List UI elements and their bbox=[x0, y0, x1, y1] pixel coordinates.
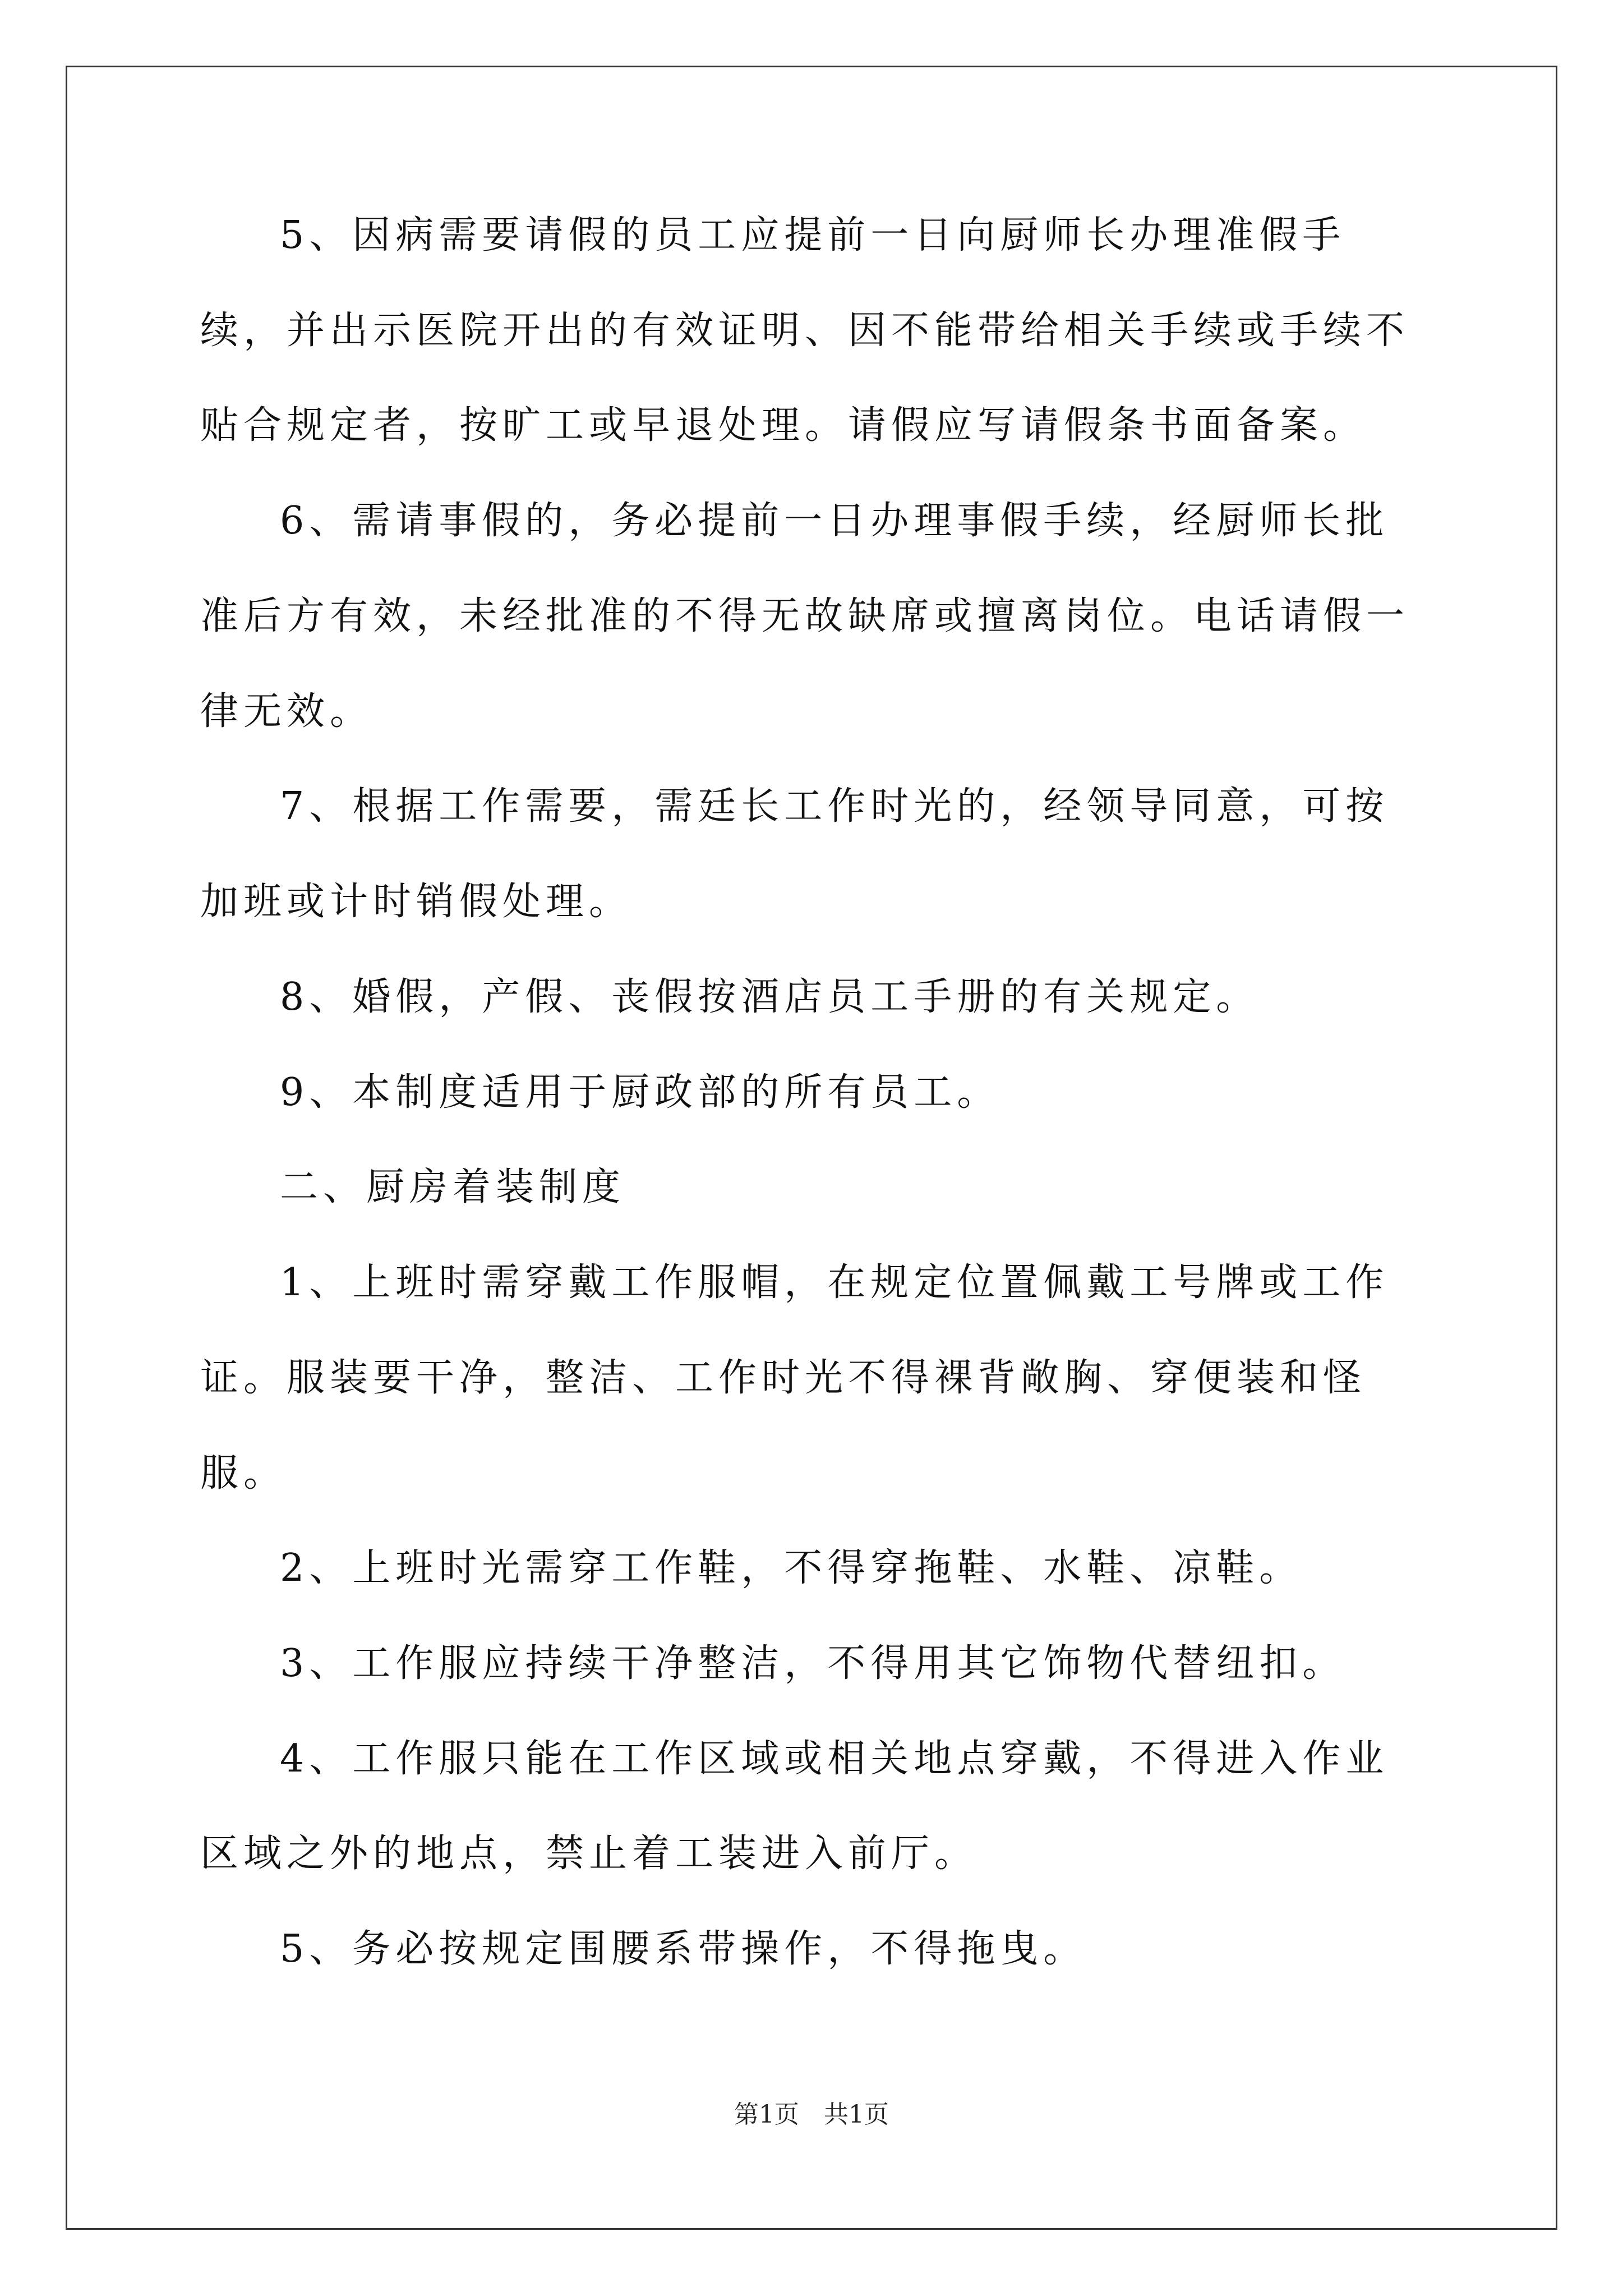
paragraph-work-area: 4、工作服只能在工作区域或相关地点穿戴，不得进入作业区域之外的地点，禁止着工装进入前厅。 bbox=[200, 1736, 1389, 1876]
section-heading-dress-code: 二、厨房着装制度 bbox=[280, 1165, 626, 1210]
paragraph-shoes: 2、上班时光需穿工作鞋，不得穿拖鞋、水鞋、凉鞋。 bbox=[280, 1546, 1303, 1591]
paragraph-overtime: 7、根据工作需要，需廷长工作时光的，经领导同意，可按加班或计时销假处理。 bbox=[200, 784, 1389, 924]
paragraph-apron: 5、务必按规定围腰系带操作，不得拖曳。 bbox=[280, 1927, 1087, 1972]
paragraph-clean-uniform: 3、工作服应持续干净整洁，不得用其它饰物代替纽扣。 bbox=[280, 1641, 1346, 1686]
paragraph-leave-sick: 5、因病需要请假的员工应提前一日向厨师长办理准假手续，并出示医院开出的有效证明、因不能带给相关手续或手续不贴合规定者，按旷工或早退处理。请假应写请假条书面备案。 bbox=[200, 213, 1410, 448]
paragraph-leave-personal: 6、需请事假的，务必提前一日办理事假手续，经厨师长批准后方有效，未经批准的不得无故缺席或擅离岗位。电话请假一律无效。 bbox=[200, 499, 1410, 734]
paragraph-marriage-leave: 8、婚假，产假、丧假按酒店员工手册的有关规定。 bbox=[280, 974, 1260, 1019]
page-footer: 第1页 共1页 bbox=[734, 2100, 889, 2129]
paragraph-uniform: 1、上班时需穿戴工作服帽，在规定位置佩戴工号牌或工作证。服装要干净，整洁、工作时光不得裸背敞胸、穿便装和怪服。 bbox=[200, 1260, 1389, 1496]
paragraph-scope: 9、本制度适用于厨政部的所有员工。 bbox=[280, 1070, 1000, 1115]
